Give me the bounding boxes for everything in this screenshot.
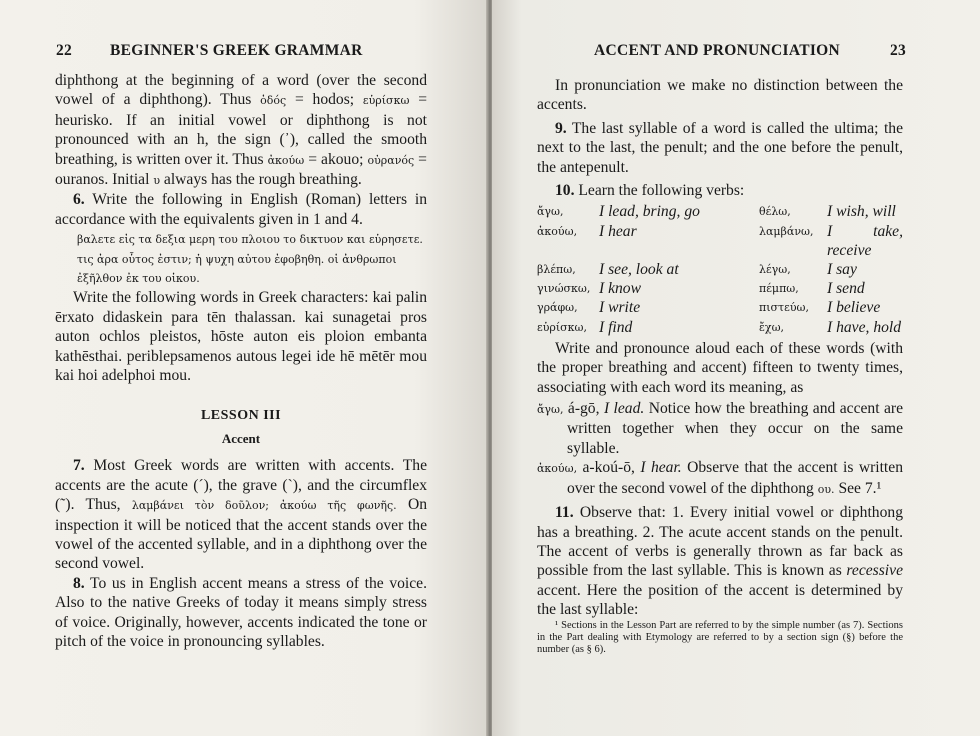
verb-meaning: I have, hold: [827, 318, 902, 336]
section-number: 6.: [73, 191, 85, 209]
verb-greek: λέγω,: [759, 263, 791, 277]
section-11: [537, 503, 903, 619]
section-text: To us in English accent means a stress of the voice. Also to the native Greeks of today it means simply stress of voice. Originally, however, accents indicated the tone or pitch of the voice in pronouncing syllables.: [55, 574, 427, 650]
verb-meaning: I know: [599, 280, 642, 298]
right-running-head: ACCENT AND PRONUNCIATION: [594, 42, 841, 59]
right-body: [537, 76, 903, 656]
paragraph-pronunciation: In pronunciation we make no distinction between the accents.: [537, 77, 903, 114]
section-number: 8.: [73, 574, 85, 592]
section-number: 9.: [555, 119, 567, 137]
text-run: diphthong at the beginning of a word (over the second vowel of a diphthong). Thus: [55, 72, 427, 109]
section-6: [55, 190, 427, 229]
section-text: The last syllable of a word is called the ultima; the next to the last, the penult; and the one before the penult, the antepenult.: [537, 119, 903, 176]
verb-greek: θέλω,: [759, 205, 791, 219]
greek-word: υ: [153, 174, 160, 188]
text-run: = hodos;: [286, 91, 363, 109]
lesson-subheading: Accent: [221, 430, 261, 446]
greek-exercise: βαλετε εἰς τα δεξια μερη του πλοιου το δικτυον και εὑρησετε. τις ἀρα οὗτος ἐστιν; ἡ ψυχη αὐτου ἐφοβηθη. οἱ ἀνθρωποι ἐξῆλθον ἐκ του οἰκου.: [77, 233, 423, 286]
verb-greek: ἔχω,: [759, 320, 785, 334]
cross-reference: See 7.¹: [834, 479, 882, 497]
footnote: ¹ Sections in the Lesson Part are referred to by the simple number (as 7). Sections in the Part dealing with Etymology are referred to by a section sign (§) before the number (as § 6).: [537, 619, 903, 655]
verb-meaning: I wish, will: [827, 203, 896, 221]
text-run: Observe that: 1. Every initial vowel or diphthong has a breathing. 2. The acute accent stands on the penult. The accent of verbs is generally thrown as far back as possible from the last syllable. This is known as: [537, 504, 903, 580]
left-page-number: 22: [56, 42, 73, 59]
verb-greek: λαμβάνω,: [759, 224, 814, 238]
section-number: 7.: [73, 457, 85, 475]
verb-meaning: I say: [827, 261, 857, 279]
verb-greek: γινώσκω,: [537, 282, 591, 296]
verb-greek: ἄγω,: [537, 205, 564, 219]
verb-meaning: I find: [599, 318, 633, 336]
section-10: [537, 181, 903, 200]
section-number: 10.: [555, 182, 575, 200]
section-number: 11.: [555, 504, 574, 522]
verb-meaning: I hear: [599, 222, 637, 240]
transliteration: á-gō,: [563, 400, 604, 418]
lesson-heading: LESSON III: [200, 407, 282, 423]
greek-word: ἀκούω: [267, 153, 305, 167]
verb-greek: πιστεύω,: [759, 301, 809, 315]
meaning: I lead.: [603, 400, 645, 418]
paragraph-write-pronounce: Write and pronounce aloud each of these words (with the proper breathing and accent) fifteen to twenty times, associating with each word its meaning, as: [537, 339, 903, 396]
greek-word: εὑρίσκω: [362, 94, 410, 108]
text-run: Notice how the breathing and accent are written together when they occur on the same syllable.: [567, 400, 904, 457]
text-run: = akouo;: [304, 150, 368, 168]
section-text: Learn the following verbs:: [578, 182, 745, 200]
example-ago: [537, 399, 903, 458]
verb-table: [537, 202, 903, 336]
example-akouo: [537, 458, 903, 499]
greek-word: ἄγω,: [537, 403, 564, 417]
right-page: [492, 0, 980, 736]
text-run: accent. Here the position of the accent is determined by the last syllable:: [537, 581, 903, 619]
verb-greek: εὑρίσκω,: [537, 320, 588, 334]
right-page-number: 23: [890, 42, 907, 59]
greek-phrase: λαμβάνει τὸν δοῦλον; ἀκούω τῆς φωνῆς.: [131, 499, 397, 513]
text-run: = ouranos. Initial: [55, 150, 427, 189]
section-text: Write the following in English (Roman) letters in accordance with the equivalents given in 1 and 4.: [55, 191, 427, 228]
greek-word: ὁδός: [260, 94, 287, 108]
verb-greek: ἀκούω,: [537, 224, 578, 238]
verb-meaning: I believe: [827, 299, 881, 317]
section-7: [55, 456, 427, 573]
section-9: [537, 119, 903, 177]
text-run: always has the rough breathing.: [160, 171, 362, 189]
section-8: [55, 574, 427, 652]
left-page: [0, 0, 488, 736]
text-run: On inspection it will be noticed that the accent stands over the vowel of the accented syllable, and in a diphthong over the second vowel.: [55, 496, 427, 573]
transliteration: a-koú-ō,: [577, 459, 641, 477]
verb-meaning: I see, look at: [599, 261, 679, 279]
verb-greek: γράφω,: [537, 301, 578, 315]
emphasis: recessive: [846, 562, 903, 580]
verb-meaning: I send: [827, 280, 865, 298]
verb-greek: πέμπω,: [759, 282, 799, 296]
greek-word: ου.: [817, 482, 835, 496]
verb-greek: βλέπω,: [537, 263, 576, 277]
text-run: = heurisko. If an initial vowel or diphthong is not pronounced with an h, the sign (᾿), called the smooth breathing, is written over it. Thus: [55, 91, 427, 168]
left-running-head: BEGINNER'S GREEK GRAMMAR: [110, 42, 363, 59]
greek-word: ἀκούω,: [537, 462, 578, 476]
verb-meaning: I take, receive: [827, 222, 903, 259]
paragraph-breathing: [55, 71, 427, 190]
text-run: Observe that the accent is written over the second vowel of the diphthong: [567, 459, 903, 497]
text-run: Most Greek words are written with accents. The accents are the acute (´), the grave (`), and the circumflex (῀). Thus,: [55, 457, 427, 514]
verb-meaning: I lead, bring, go: [599, 203, 700, 221]
roman-exercise: Write the following words in Greek characters: kai palin ērxato didaskein para tēn thalassan. kai sunagetai pros auton ochlos pleistos, hōste auton eis ploion embanta kathēsthai. periblepsamenos autous legei ide hē mētēr mou kai hoi adelphoi mou.: [55, 289, 427, 385]
greek-word: οὐρανός: [367, 153, 415, 167]
verb-meaning: I write: [599, 299, 641, 317]
meaning: I hear.: [640, 459, 682, 477]
left-body: [55, 71, 427, 651]
